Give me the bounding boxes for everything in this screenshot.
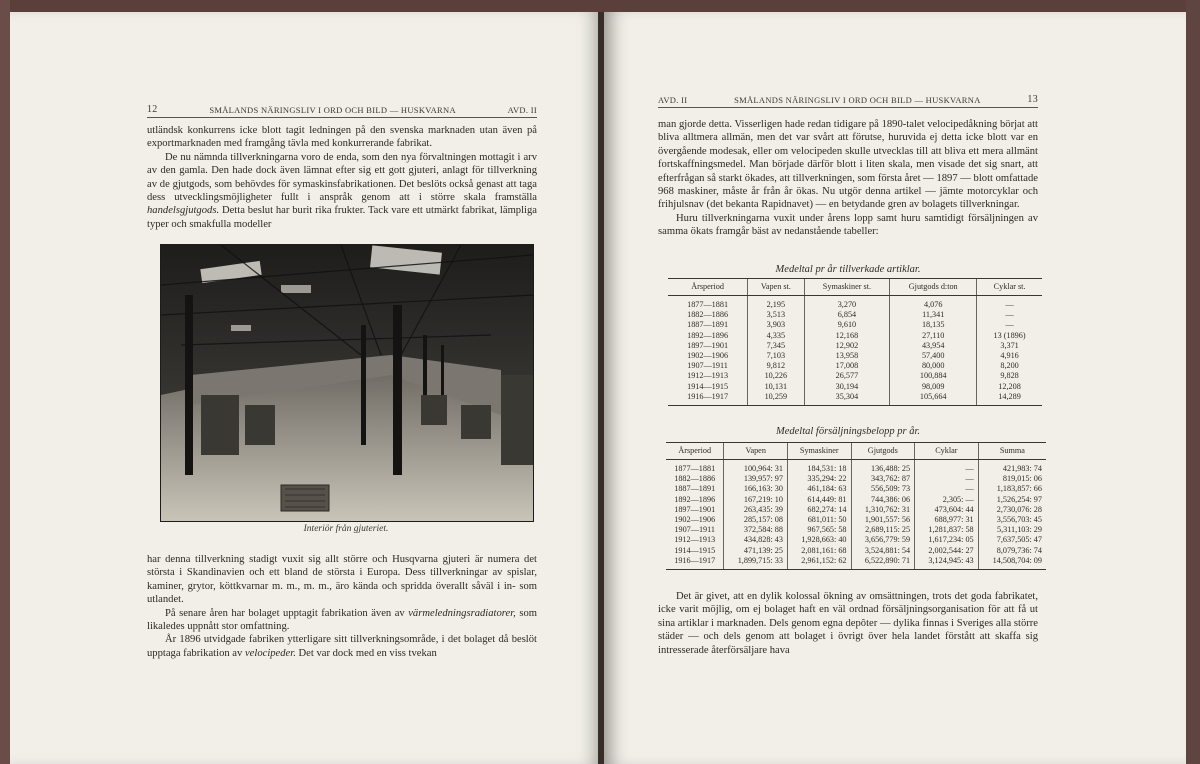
italic-term: velocipeder. bbox=[244, 647, 296, 659]
table-cell: 1877—1881 bbox=[687, 300, 729, 309]
table-cell: 1912—1913 bbox=[687, 371, 729, 381]
paragraph: År 1896 utvidgade fabriken ytterligare sitt tillverkningsområde, i det bolaget då beslöt upptaga fabrikation av velocipeder. Det var dock med en viss tvekan bbox=[147, 634, 537, 659]
table-cell: 967,565: 58 bbox=[787, 525, 851, 535]
table-cell: 8,079,736: 74 bbox=[978, 546, 1046, 556]
table-cell: 3,513 bbox=[748, 310, 804, 320]
table-cell: 57,400 bbox=[890, 351, 977, 361]
table-cell: 27,110 bbox=[890, 331, 977, 341]
left-text-top bbox=[147, 124, 537, 231]
table-cell: 7,345 bbox=[748, 341, 804, 351]
table-cell: 13,958 bbox=[804, 351, 890, 361]
table-cell: 17,008 bbox=[804, 361, 890, 371]
table-cell: 80,000 bbox=[890, 361, 977, 371]
table-cell: 1907—1911 bbox=[687, 361, 728, 371]
table-cell: 2,961,152: 62 bbox=[787, 556, 851, 570]
table-row bbox=[668, 371, 1042, 381]
table-row bbox=[668, 382, 1042, 392]
photo-caption: Interiör från gjuteriet. bbox=[303, 524, 389, 534]
table-cell: 5,311,103: 29 bbox=[978, 525, 1046, 535]
left-header-title: SMÅLANDS NÄRINGSLIV I ORD OCH BILD — HUSKVARNA bbox=[209, 105, 456, 115]
table-cell: 4,335 bbox=[748, 331, 804, 341]
right-page bbox=[604, 12, 1186, 764]
table-cell: 681,011: 50 bbox=[787, 515, 851, 525]
paragraph: Det är givet, att en dylik kolossal ökning av omsättningen, trots det goda fabrikatet, icke varit möjlig, om ej bolaget haft en väl ordnad försäljningsorganisation för att få ut sina artiklar i marknaden. Dels genom egna depôter — dylika finnas i Sveriges alla större städer — och dels genom att bolaget i övrigt över hela landet förstått att skaffa sig intresserade återförsäljare hava bbox=[658, 591, 1038, 656]
table-row bbox=[666, 525, 1046, 535]
table-cell: 682,274: 14 bbox=[787, 505, 851, 515]
table-cell: 1,928,663: 40 bbox=[787, 535, 851, 545]
table-cell: 3,903 bbox=[748, 320, 804, 330]
paragraph: Huru tillverkningarna vuxit under årens lopp samt huru samtidigt försäljningen av samma ökats framgår bäst av nedanstående tabeller: bbox=[658, 212, 1038, 238]
table-cell: — bbox=[977, 296, 1042, 311]
table-row bbox=[668, 296, 1042, 311]
paragraph: man gjorde detta. Visserligen hade redan tidigare på 1890-talet velocipedåkning börjat att bliva alltmera allmän, men det var svårt att förutse, huruvida ej detta icke blott var en övergående modesak, eller om velocipeden skulle utvecklas till att bliva ett mera allmänt fortskaffningsmedel. Man började därför blott i liten skala, men visade det sig snart, att efterfrågan så starkt ökades, att tillverkningen, som första året — 1897 — blott omfattade 968 maskiner, måste år från år ökas. Nu utgör denna artikel — jämte motorcyklar och frihjulsnav (det bekanta Rapidnavet) — en betydande gren av bolagets tillverkningar. bbox=[658, 119, 1038, 211]
left-header-section: AVD. II bbox=[507, 105, 537, 115]
table-cell: 12,168 bbox=[804, 331, 890, 341]
table-cell: — bbox=[977, 310, 1042, 320]
table-cell: 8,200 bbox=[977, 361, 1042, 371]
production-table bbox=[668, 278, 1042, 406]
italic-term: handelsgjutgods. bbox=[147, 205, 220, 217]
table-row bbox=[666, 484, 1046, 494]
table-cell: 184,531: 18 bbox=[787, 460, 851, 475]
table-row bbox=[668, 320, 1042, 330]
table-cell: 12,208 bbox=[977, 382, 1042, 392]
table-cell: 1,617,234: 05 bbox=[915, 535, 979, 545]
table-cell: 9,812 bbox=[748, 361, 804, 371]
table-cell: 10,226 bbox=[748, 371, 804, 381]
italic-term: värmeledningsradiatorer, bbox=[408, 607, 516, 619]
table-cell: 12,902 bbox=[804, 341, 890, 351]
table-row bbox=[666, 495, 1046, 505]
column-header: Symaskiner bbox=[787, 443, 851, 460]
column-header: Gjutgods bbox=[851, 443, 915, 460]
right-header-title: SMÅLANDS NÄRINGSLIV I ORD OCH BILD — HUSKVARNA bbox=[734, 95, 981, 105]
table-cell: 614,449: 81 bbox=[787, 495, 851, 505]
table-cell: 100,964: 31 bbox=[724, 460, 788, 475]
table-row bbox=[666, 556, 1046, 570]
table-cell: 688,977: 31 bbox=[915, 515, 979, 525]
table-cell: 285,157: 08 bbox=[724, 515, 788, 525]
table-row bbox=[666, 535, 1046, 545]
table-cell: 1,281,837: 58 bbox=[915, 525, 979, 535]
left-page bbox=[10, 12, 600, 764]
table-cell: 1916—1917 bbox=[666, 556, 724, 570]
table-cell: — bbox=[915, 460, 979, 475]
table-cell: 26,577 bbox=[804, 371, 890, 381]
table-cell: 461,184: 63 bbox=[787, 484, 851, 494]
table-cell: 343,762: 87 bbox=[851, 474, 915, 484]
table-cell: — bbox=[977, 320, 1042, 330]
table-cell: 6,854 bbox=[804, 310, 890, 320]
table-cell: 473,604: 44 bbox=[915, 505, 979, 515]
table-cell: 2,305: — bbox=[915, 495, 979, 505]
right-page-number: 13 bbox=[1027, 94, 1038, 105]
table-cell: 263,435: 39 bbox=[724, 505, 788, 515]
left-text-bottom bbox=[147, 553, 537, 660]
table-cell: 3,124,945: 43 bbox=[915, 556, 979, 570]
table-row bbox=[666, 460, 1046, 475]
table-cell: 7,103 bbox=[748, 351, 804, 361]
table-cell: 1882—1886 bbox=[674, 474, 716, 484]
table-cell: 3,524,881: 54 bbox=[851, 546, 915, 556]
table-cell: 98,009 bbox=[890, 382, 977, 392]
right-text-bottom bbox=[658, 590, 1038, 657]
table-row bbox=[668, 331, 1042, 341]
book-cover-edge-right bbox=[1186, 0, 1200, 764]
table-cell: 3,556,703: 45 bbox=[978, 515, 1046, 525]
table-cell: 1887—1891 bbox=[674, 484, 716, 494]
foundry-photo-image bbox=[161, 245, 533, 521]
table-cell: 2,730,076: 28 bbox=[978, 505, 1046, 515]
table-cell: 1916—1917 bbox=[668, 392, 748, 406]
table-cell: 14,289 bbox=[977, 392, 1042, 406]
table-cell: 136,488: 25 bbox=[851, 460, 915, 475]
table-cell: 100,884 bbox=[890, 371, 977, 381]
table-cell: 744,386: 06 bbox=[851, 495, 915, 505]
table-cell: 1897—1901 bbox=[687, 340, 729, 350]
table-cell: 335,294: 22 bbox=[787, 474, 851, 484]
book-cover-edge bbox=[0, 0, 1200, 12]
table-row bbox=[666, 505, 1046, 515]
table-cell: 14,508,704: 09 bbox=[978, 556, 1046, 570]
table-cell: 30,194 bbox=[804, 382, 890, 392]
table-cell: 1902—1906 bbox=[687, 351, 729, 361]
table-cell: 4,916 bbox=[977, 351, 1042, 361]
column-header: Cyklar st. bbox=[977, 279, 1042, 296]
column-header: Gjutgods d:ton bbox=[890, 279, 977, 296]
table-row bbox=[668, 351, 1042, 361]
table-cell: 13 (1896) bbox=[977, 331, 1042, 341]
table-cell: 1,901,557: 56 bbox=[851, 515, 915, 525]
left-running-header bbox=[147, 104, 537, 118]
table-cell: 10,131 bbox=[748, 382, 804, 392]
table-cell: 2,195 bbox=[748, 296, 804, 311]
table-cell: 7,637,505: 47 bbox=[978, 535, 1046, 545]
table-cell: 9,610 bbox=[804, 320, 890, 330]
paragraph: har denna tillverkning stadigt vuxit sig allt större och Husqvarna gjuteri är numera det största i Skandinavien och ett bland de största i Europa. Dess tillverkningar av spislar, kaminer, grytor, köttkvarnar m. m., m. m., äro kända och spridda överallt såväl i in- som utlandet. bbox=[147, 554, 537, 606]
table-row bbox=[666, 474, 1046, 484]
table-row bbox=[668, 310, 1042, 320]
column-header: Summa bbox=[978, 443, 1046, 460]
column-header: Vapen st. bbox=[748, 279, 804, 296]
table-cell: 1912—1913 bbox=[674, 535, 716, 545]
table-cell: — bbox=[915, 474, 979, 484]
table-cell: 167,219: 10 bbox=[724, 495, 788, 505]
table-cell: 1,526,254: 97 bbox=[978, 495, 1046, 505]
table-cell: 1914—1915 bbox=[674, 545, 716, 555]
table-cell: 1897—1901 bbox=[674, 504, 716, 514]
table-row bbox=[668, 361, 1042, 371]
column-header: Vapen bbox=[724, 443, 788, 460]
table-cell: 6,522,890: 71 bbox=[851, 556, 915, 570]
table-cell: 1887—1891 bbox=[687, 320, 729, 330]
table-cell: 2,081,161: 68 bbox=[787, 546, 851, 556]
table-cell: 1914—1915 bbox=[687, 381, 729, 391]
table-cell: 1882—1886 bbox=[687, 310, 729, 320]
table-cell: — bbox=[915, 484, 979, 494]
table-header-row bbox=[668, 279, 1042, 296]
table-cell: 9,828 bbox=[977, 371, 1042, 381]
table-cell: 1892—1896 bbox=[687, 330, 729, 340]
table-cell: 819,015: 06 bbox=[978, 474, 1046, 484]
table2-caption: Medeltal försäljningsbelopp pr år. bbox=[775, 426, 921, 437]
table-cell: 434,828: 43 bbox=[724, 535, 788, 545]
table-cell: 35,304 bbox=[804, 392, 890, 406]
table-cell: 1907—1911 bbox=[674, 525, 716, 535]
table-row bbox=[666, 515, 1046, 525]
table-cell: 11,341 bbox=[890, 310, 977, 320]
table-header-row bbox=[666, 443, 1046, 460]
paragraph: På senare åren har bolaget upptagit fabrikation även av värmeledningsradiatorer, som likaledes uppnått stor omfattning. bbox=[147, 607, 537, 633]
right-text-top bbox=[658, 118, 1038, 239]
table-row bbox=[668, 341, 1042, 351]
right-header-section: AVD. II bbox=[658, 95, 688, 105]
right-running-header bbox=[658, 94, 1038, 108]
table-cell: 2,689,115: 25 bbox=[851, 525, 915, 535]
table-cell: 372,584: 88 bbox=[724, 525, 788, 535]
table-cell: 10,259 bbox=[748, 392, 804, 406]
paragraph: utländsk konkurrens icke blott tagit ledningen på den svenska marknaden utan även på exportmarknaden med framgång tävla med konkurrerande fabrikat. bbox=[147, 125, 537, 150]
table-cell: 1,183,857: 66 bbox=[978, 484, 1046, 494]
table-cell: 3,371 bbox=[977, 341, 1042, 351]
table-cell: 556,509: 73 bbox=[851, 484, 915, 494]
table-cell: 421,983: 74 bbox=[978, 460, 1046, 475]
column-header: Årsperiod bbox=[666, 443, 724, 460]
table-cell: 166,163: 30 bbox=[724, 484, 788, 494]
table-cell: 1877—1881 bbox=[674, 464, 716, 473]
table-row bbox=[666, 546, 1046, 556]
table-cell: 105,664 bbox=[890, 392, 977, 406]
table-cell: 18,135 bbox=[890, 320, 977, 330]
table-cell: 1,899,715: 33 bbox=[724, 556, 788, 570]
table1-caption: Medeltal pr år tillverkade artiklar. bbox=[775, 264, 921, 275]
table-cell: 139,957: 97 bbox=[724, 474, 788, 484]
column-header: Cyklar bbox=[915, 443, 979, 460]
table-cell: 471,139: 25 bbox=[724, 546, 788, 556]
sales-table bbox=[666, 442, 1046, 570]
table-row bbox=[668, 392, 1042, 406]
table-cell: 1,310,762: 31 bbox=[851, 505, 915, 515]
column-header: Årsperiod bbox=[668, 279, 748, 296]
foundry-interior-photo bbox=[160, 244, 534, 522]
table-cell: 2,002,544: 27 bbox=[915, 546, 979, 556]
book-cover-edge-left bbox=[0, 0, 10, 764]
table-cell: 4,076 bbox=[890, 296, 977, 311]
left-page-number: 12 bbox=[147, 104, 158, 115]
paragraph: De nu nämnda tillverkningarna voro de enda, som den nya förvaltningen mottagit i arv av den gamla. Den hade dock även lämnat efter sig ett gott gjuteri, anlagt för tillverkning av de gjutgods, som behövdes för symaskinsfabrikationen. Det beslöts också genast att taga dess utvecklingsmöjligheter fullt i anspråk genom att i större skala framställa handelsgjutgods. Detta beslut har burit rika frukter. Tack vare ett utmärkt fabrikat, lämpliga typer och smakfulla modeller bbox=[147, 151, 537, 230]
table-cell: 3,656,779: 59 bbox=[851, 535, 915, 545]
column-header: Symaskiner st. bbox=[804, 279, 890, 296]
table-cell: 1902—1906 bbox=[674, 515, 716, 525]
table-cell: 3,270 bbox=[804, 296, 890, 311]
table-cell: 1892—1896 bbox=[674, 494, 716, 504]
table-cell: 43,954 bbox=[890, 341, 977, 351]
